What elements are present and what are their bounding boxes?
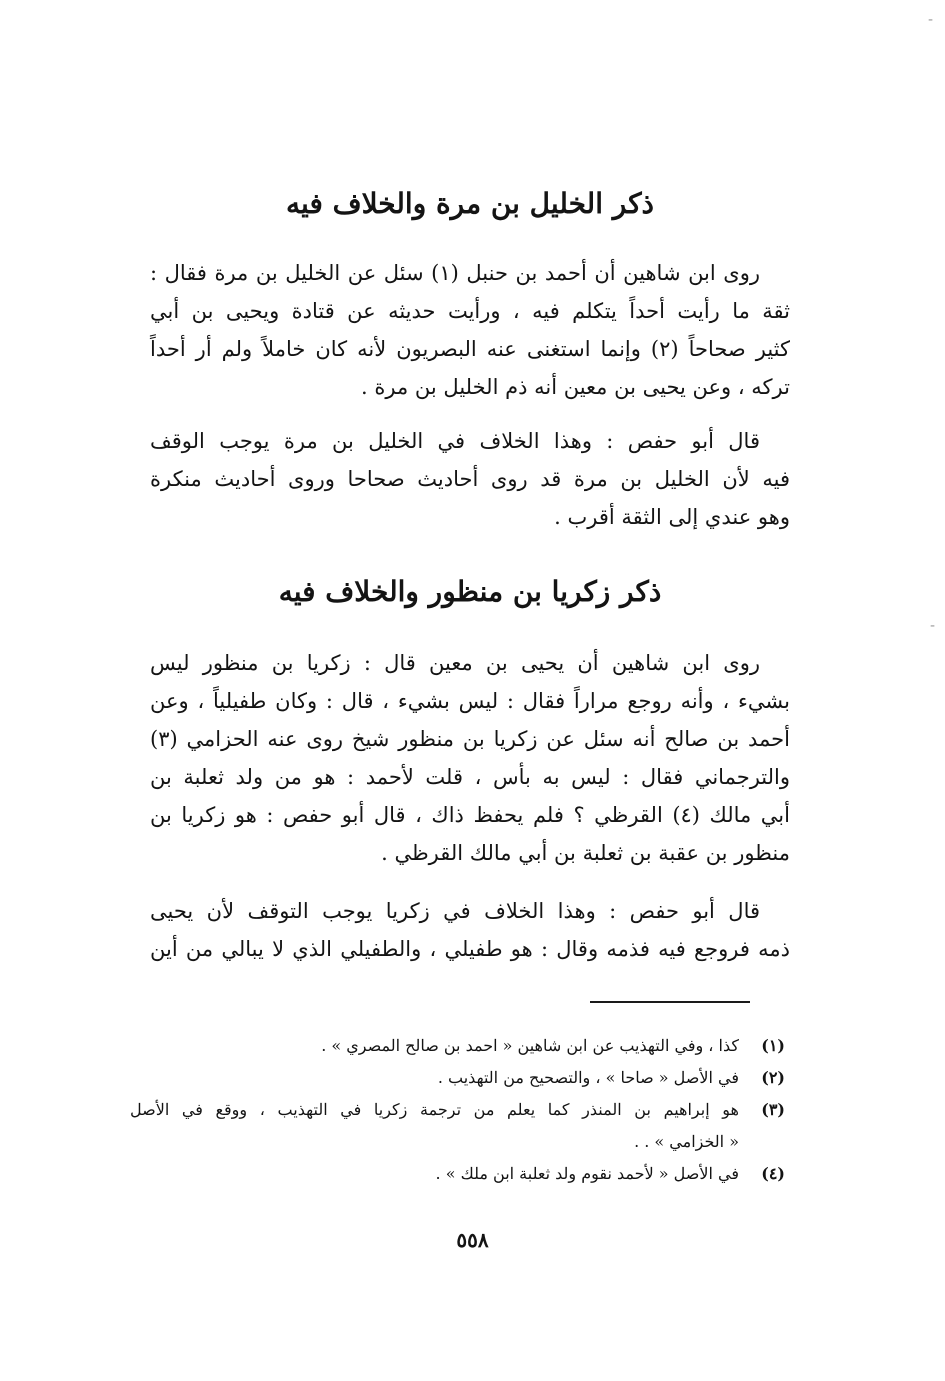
text-line: فيه لأن الخليل بن مرة قد روى أحاديث صحاحا وروى أحاديث منكرة	[150, 467, 790, 491]
text-line: تركه ، وعن يحيى بن معين أنه ذم الخليل بن مرة .	[361, 375, 790, 399]
footnote-1	[130, 1030, 785, 1062]
section1-paragraph1	[150, 254, 790, 406]
text-line: ثقة ما رأيت أحداً يتكلم فيه ، ورأيت حديثه عن قتادة ويحيى بن أبي	[150, 299, 790, 323]
footnote-number: (٤)	[761, 1164, 785, 1183]
footnote-text: هو إبراهيم بن المنذر كما يعلم من ترجمة زكريا في التهذيب ، ووقع في الأصل	[130, 1100, 739, 1119]
text-line: قال أبو حفص : وهذا الخلاف في زكريا يوجب التوقف لأن يحيى	[150, 899, 760, 923]
text-line: منظور بن عقبة بن ثعلبة بن أبي مالك القرظي .	[381, 841, 790, 865]
section1-paragraph2	[150, 422, 790, 536]
footnote-number: (١)	[761, 1036, 785, 1055]
footnote-2	[130, 1062, 785, 1094]
footnote-3	[130, 1094, 785, 1158]
section-heading: ذكر زكريا بن منظور والخلاف فيه	[278, 575, 662, 608]
page-number: ٥٥٨	[456, 1228, 489, 1252]
footnote-separator	[590, 1001, 750, 1003]
edge-mark-top: -	[928, 12, 934, 28]
text-line: وهو عندي إلى الثقة أقرب .	[554, 505, 790, 529]
footnote-number: (٣)	[761, 1100, 785, 1119]
text-line: والترجماني فقال : ليس به بأس ، قلت لأحمد : هو من ولد ثعلبة بن	[150, 765, 790, 789]
footnote-4	[130, 1158, 785, 1190]
section-heading: ذكر الخليل بن مرة والخلاف فيه	[285, 187, 654, 220]
edge-mark-side: -	[930, 618, 936, 634]
text-line: أحمد بن صالح أنه سئل عن زكريا بن منظور شيخ روى عنه الحزامي (٣)	[150, 727, 790, 751]
text-line: أبي مالك (٤) القرظي ؟ فلم يحفظ ذاك ، قال أبو حفص : هو زكريا بن	[150, 803, 790, 827]
text-line: ذمه فروجع فيه فذمه وقال : هو طفيلي ، والطفيلي الذي لا يبالي من أين	[150, 937, 790, 961]
footnotes	[130, 1030, 785, 1190]
text-line: روى ابن شاهين أن يحيى بن معين قال : زكريا بن منظور ليس	[150, 651, 760, 675]
text-line: كثير صحاحاً (٢) وإنما استغنى عنه البصريون لأنه كان خاملاً ولم أر أحداً	[150, 337, 791, 361]
footnote-number: (٢)	[761, 1068, 785, 1087]
footnote-text: في الأصل « صاحا » ، والتصحيح من التهذيب .	[437, 1068, 739, 1087]
footnote-text: في الأصل « لأحمد نقوم ولد ثعلبة ابن ملك » .	[435, 1164, 739, 1183]
footnote-text: كذا ، وفي التهذيب عن ابن شاهين « احمد بن صالح المصري » .	[321, 1036, 739, 1055]
footnote-text: « الخزامي » . .	[634, 1132, 739, 1151]
text-line: قال أبو حفص : وهذا الخلاف في الخليل بن مرة يوجب الوقف	[150, 429, 760, 453]
text-line: روى ابن شاهين أن أحمد بن حنبل (١) سئل عن الخليل بن مرة فقال :	[150, 261, 760, 285]
section2-paragraph2	[150, 892, 790, 968]
text-line: بشيء ، وأنه روجع مراراً فقال : ليس بشيء ، قال : وكان طفيلياً ، وعن	[150, 689, 790, 713]
section2-paragraph1	[150, 644, 790, 872]
